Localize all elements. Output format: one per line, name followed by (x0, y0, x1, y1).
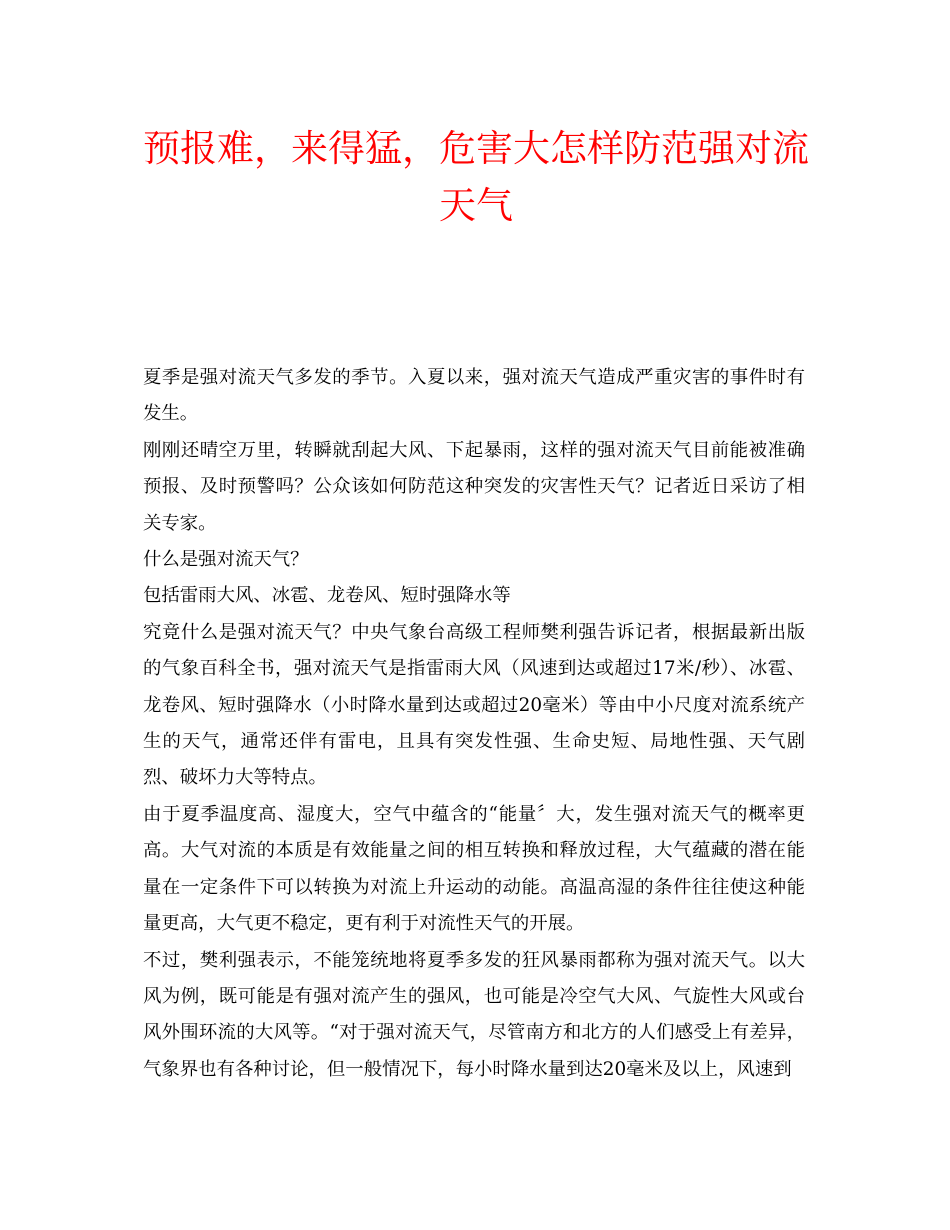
paragraph-1: 夏季是强对流天气多发的季节。入夏以来，强对流天气造成严重灾害的事件时有发生。 (143, 367, 805, 425)
paragraph-3: 究竟什么是强对流天气？中央气象台高级工程师樊利强告诉记者，根据最新出版的气象百科全书，强对流天气是指雷雨大风（风速到达或超过17米/秒）、冰雹、龙卷风、短时强降水（小时降水量到达或超过20毫米）等由中小尺度对流系统产生的天气，通常还伴有雷电，且具有突发性强、生命史短、局地性强、天气剧烈、破坏力大等特点。 (143, 621, 805, 789)
section-subheading: 包括雷雨大风、冰雹、龙卷风、短时强降水等 (143, 585, 511, 607)
document-body (143, 360, 805, 1088)
section-heading: 什么是强对流天气？ (143, 549, 309, 571)
paragraph-4: 由于夏季温度高、湿度大，空气中蕴含的“能量〞大，发生强对流天气的概率更高。大气对流的本质是有效能量之间的相互转换和释放过程，大气蕴藏的潜在能量在一定条件下可以转换为对流上升运动的动能。高温高湿的条件往往使这种能量更高，大气更不稳定，更有利于对流性天气的开展。 (143, 803, 805, 935)
document-title: 预报难，来得猛，危害大怎样防范强对流天气 (143, 127, 809, 227)
paragraph-2: 刚刚还晴空万里，转瞬就刮起大风、下起暴雨，这样的强对流天气目前能被准确预报、及时预警吗？公众该如何防范这种突发的灾害性天气？记者近日采访了相关专家。 (143, 439, 805, 534)
paragraph-5: 不过，樊利强表示，不能笼统地将夏季多发的狂风暴雨都称为强对流天气。以大风为例，既可能是有强对流产生的强风，也可能是冷空气大风、气旋性大风或台风外围环流的大风等。“对于强对流天气，尽管南方和北方的人们感受上有差异，气象界也有各种讨论，但一般情况下，每小时降水量到达20毫米及以上，风速到 (143, 949, 805, 1080)
